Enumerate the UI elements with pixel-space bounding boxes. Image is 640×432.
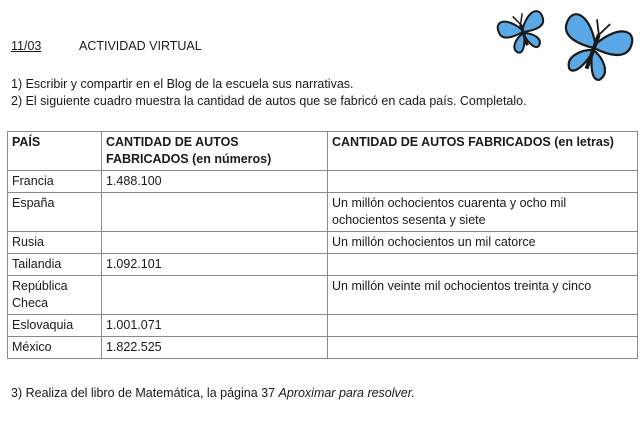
words-cell[interactable]: Un millón ochocientos cuarenta y ocho mil ochocientos sesenta y siete [328, 193, 638, 232]
header-words: CANTIDAD DE AUTOS FABRICADOS (en letras) [328, 132, 638, 171]
country-cell: México [8, 337, 102, 359]
page-header [11, 39, 202, 53]
country-cell: Rusia [8, 232, 102, 254]
words-cell[interactable] [328, 315, 638, 337]
butterfly-large-icon [554, 8, 634, 88]
butterfly-small-wings [495, 8, 550, 57]
butterfly-small-icon [494, 6, 552, 58]
table-header-row [8, 132, 638, 171]
number-cell[interactable] [102, 232, 328, 254]
instruction-2: 2) El siguiente cuadro muestra la cantidad de autos que se fabricó en cada país. Completalo. [11, 94, 527, 108]
words-cell[interactable] [328, 254, 638, 276]
words-cell[interactable] [328, 171, 638, 193]
number-cell[interactable] [102, 193, 328, 232]
table-row [8, 193, 638, 232]
table-row [8, 171, 638, 193]
page-title: ACTIVIDAD VIRTUAL [79, 39, 202, 53]
instruction-3-book-section: Aproximar para resolver. [278, 386, 415, 400]
number-cell[interactable]: 1.092.101 [102, 254, 328, 276]
number-cell[interactable]: 1.488.100 [102, 171, 328, 193]
table-row [8, 232, 638, 254]
date-label: 11/03 [11, 39, 42, 53]
number-cell[interactable] [102, 276, 328, 315]
number-cell[interactable]: 1.822.525 [102, 337, 328, 359]
table-row [8, 315, 638, 337]
instruction-3 [11, 386, 415, 400]
butterfly-large-wings [554, 10, 634, 87]
table-row [8, 337, 638, 359]
table-row [8, 276, 638, 315]
header-number: CANTIDAD DE AUTOS FABRICADOS (en números) [102, 132, 328, 171]
header-country: PAÍS [8, 132, 102, 171]
country-cell: España [8, 193, 102, 232]
words-cell[interactable]: Un millón ochocientos un mil catorce [328, 232, 638, 254]
country-cell: Tailandia [8, 254, 102, 276]
country-cell: Francia [8, 171, 102, 193]
country-cell: República Checa [8, 276, 102, 315]
instruction-1: 1) Escribir y compartir en el Blog de la escuela sus narrativas. [11, 77, 354, 91]
country-cell: Eslovaquia [8, 315, 102, 337]
cars-table [7, 131, 638, 359]
table-row [8, 254, 638, 276]
words-cell[interactable] [328, 337, 638, 359]
number-cell[interactable]: 1.001.071 [102, 315, 328, 337]
instruction-3-text: 3) Realiza del libro de Matemática, la página 37 [11, 386, 279, 400]
words-cell[interactable]: Un millón veinte mil ochocientos treinta y cinco [328, 276, 638, 315]
